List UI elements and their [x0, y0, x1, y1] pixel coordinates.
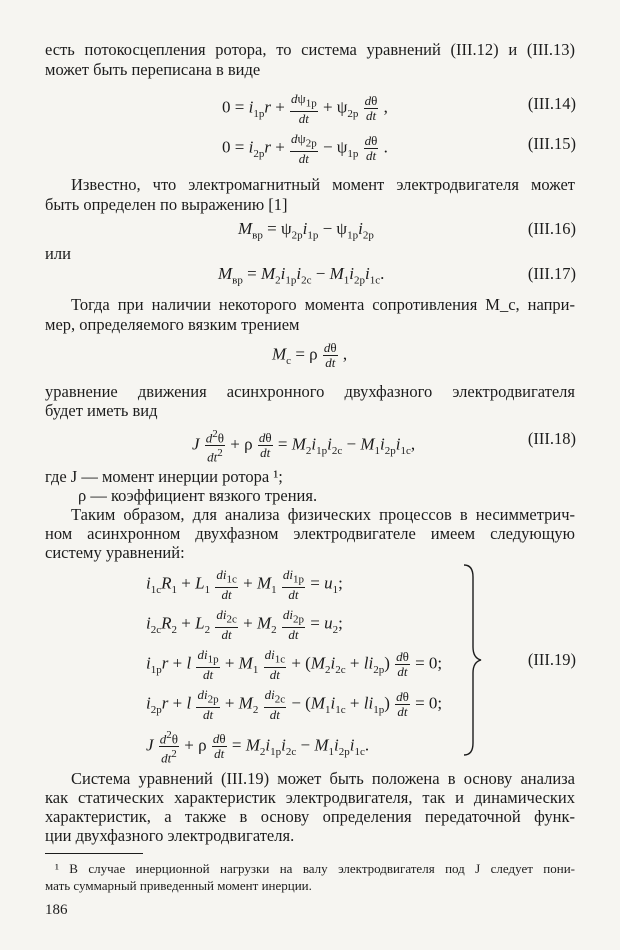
equation-16: $M_{вр} = \psi_{2р}i_{1р} - \psi_{1р}i_{2р}$ [238, 219, 374, 242]
footnote-divider [45, 853, 143, 854]
equation-number: (III.16) [527, 219, 576, 238]
paragraph-line: ции двухфазного электродвигателя. [45, 826, 295, 845]
equation-number: (III.14) [527, 94, 576, 113]
equation-number: (III.15) [527, 134, 576, 153]
paragraph-line: Таким образом, для анализа физических процессов в несимметрич- [71, 505, 575, 524]
paragraph-line: Система уравнений (III.19) может быть положена в основу анализа [71, 769, 575, 788]
paragraph-line: есть потокосцепления ротора, то система уравнений (III.12) и (III.13) [45, 40, 575, 59]
equation-15: $0 = i_{2р}r$ + $\frac{d\psi_{2р}}{dt}$ − $\psi_{1р}$ $\frac{d\theta}{dt}$ . [222, 131, 388, 166]
paragraph-line: как статических характеристик электродвигателя, так и динамических [45, 788, 575, 807]
where-clause: где J — момент инерции ротора ¹; [45, 467, 283, 486]
equation-18: J $\frac{d^2\theta}{dt^2}$ + ρ $\frac{d\theta}{dt}$ = $M_2i_{1р}i_{2с} - M_1i_{2р}i_{1с}$, [192, 428, 416, 465]
paragraph-line: ном асинхронном двухфазном электродвигателе имеем следующую [45, 524, 575, 543]
system-equation: $i_{1р}r + l$ $\frac{di_{1р}}{dt}$ + $M_1$ $\frac{di_{1с}}{dt}$ + $(M_2i_{2с} + li_{2р})$ $\frac{d\theta}{dt}$ = 0; [146, 647, 443, 682]
paragraph-line: может быть переписана в виде [45, 60, 261, 79]
footnote-line: ¹ В случае инерционной нагрузки на валу электродвигателя под J следует пони- [55, 861, 575, 876]
right-brace [462, 563, 484, 757]
page-number: 186 [45, 902, 68, 918]
paragraph-line: будет иметь вид [45, 401, 158, 420]
paragraph-line: Известно, что электромагнитный момент электродвигателя может [71, 175, 575, 194]
system-equation: J $\frac{d^2\theta}{dt^2}$ + ρ $\frac{d\theta}{dt}$ = $M_2i_{1р}i_{2с} - M_1i_{2р}i_{1с}$. [146, 729, 370, 766]
paragraph-line: уравнение движения асинхронного двухфазного электродвигателя [45, 382, 575, 401]
system-equation: $i_{2с}R_2 + L_2$ $\frac{di_{2с}}{dt}$ + $M_2$ $\frac{di_{2р}}{dt}$ = $u_2$; [146, 607, 343, 642]
paragraph-line: мер, определяемого вязким трением [45, 315, 300, 334]
where-clause: ρ — коэффициент вязкого трения. [78, 486, 318, 505]
paragraph-line: Тогда при наличии некоторого момента сопротивления M_c, напри- [71, 295, 575, 314]
equation-14: $0 = i_{1р}r$ + $\frac{d\psi_{1р}}{dt}$ + $\psi_{2р}$ $\frac{d\theta}{dt}$ , [222, 91, 388, 126]
paragraph-line: быть определен по выражению [1] [45, 195, 288, 214]
equation-friction: $M_с = \rho$ $\frac{d\theta}{dt}$ , [272, 340, 348, 370]
equation-number: (III.19) [527, 650, 576, 669]
equation-17: $M_{вр} = M_2i_{1р}i_{2с} - M_1i_{2р}i_{1с}$. [218, 264, 385, 287]
equation-number: (III.17) [527, 264, 576, 283]
paragraph-line: или [45, 244, 71, 263]
paragraph-line: характеристик, а также в основу определения передаточной функ- [45, 807, 575, 826]
paragraph-line: систему уравнений: [45, 543, 185, 562]
equation-number: (III.18) [527, 429, 576, 448]
footnote-line: мать суммарный приведенный момент инерции. [45, 878, 312, 893]
system-equation: $i_{1с}R_1 + L_1$ $\frac{di_{1с}}{dt}$ + $M_1$ $\frac{di_{1р}}{dt}$ = $u_1$; [146, 567, 343, 602]
system-equation: $i_{2р}r + l$ $\frac{di_{2р}}{dt}$ + $M_2$ $\frac{di_{2с}}{dt}$ − $(M_1i_{1с} + li_{1р})$ $\frac{d\theta}{dt}$ = 0; [146, 687, 443, 722]
